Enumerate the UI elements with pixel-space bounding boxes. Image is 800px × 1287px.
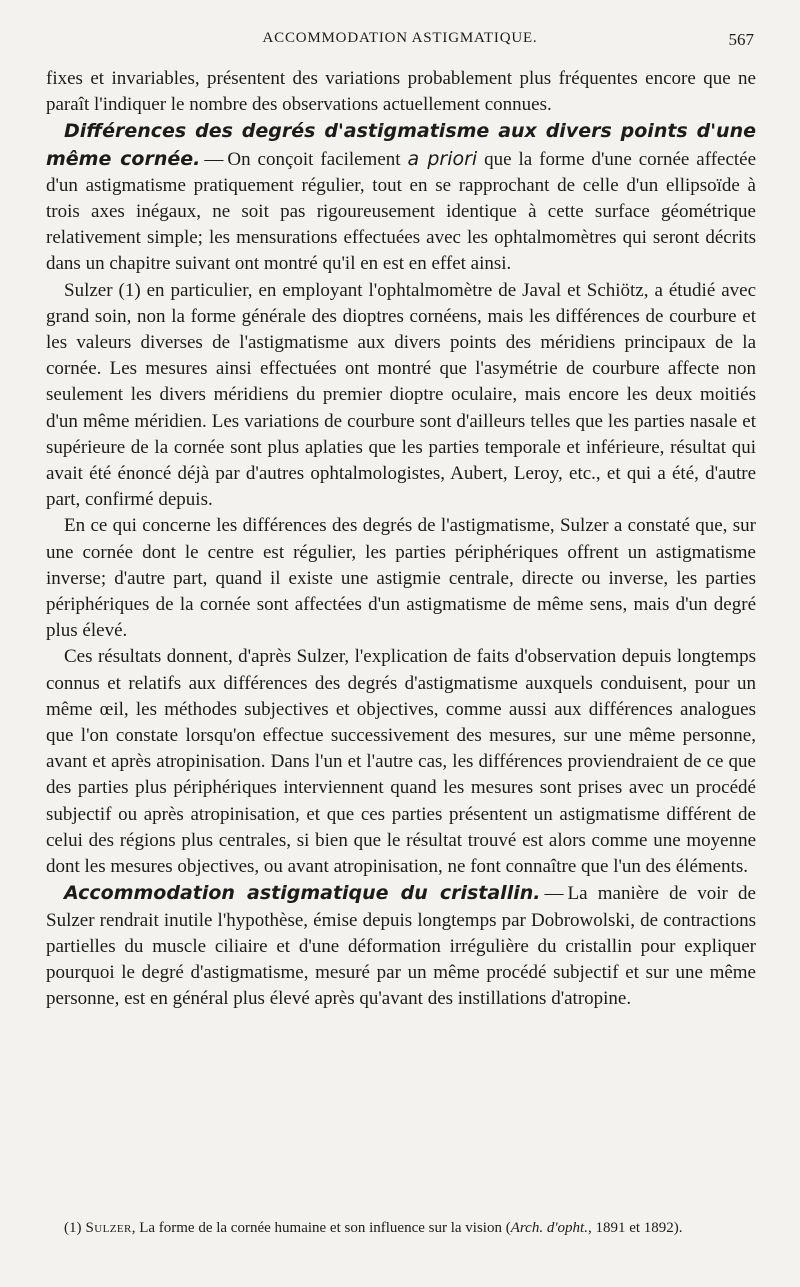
paragraph-text: On conçoit facilement — [227, 148, 401, 170]
paragraph-lens-accommodation — [46, 880, 756, 1012]
page-header — [46, 30, 754, 56]
paragraph-text: La manière de voir de Sulzer rendrait inutile l'hypothèse, émise depuis longtemps par Dobrowolski, de contractions partielles du muscle ciliaire et d'une déformation irrégulière du cristallin pour expliquer pourquoi le degré d'astigmatisme, mesuré par un même procédé subjectif et sur une même personne, est en général plus élevé après qu'avant des instillations d'atropine. — [46, 883, 756, 1010]
footnote-journal: Arch. d'opht. — [510, 1220, 588, 1236]
paragraph-corneal-differences — [46, 118, 756, 277]
page-number: 567 — [728, 30, 754, 49]
footnote — [46, 1218, 756, 1238]
paragraph-text: que la forme d'une cornée affectée d'un astigmatisme pratiquement régulier, tout en se rapprochant de celle d'un ellipsoïde à trois axes inégaux, ne soit pas rigoureusement identique à cette surface géométrique relativement simple; les mensurations effectuées avec les ophtalmomètres qui seront décrits dans un chapitre suivant ont montré qu'il en est en effet ainsi. — [46, 148, 757, 275]
paragraph-results-explanation: Ces résultats donnent, d'après Sulzer, l'explication de faits d'observation depuis longtemps connus et relatifs aux différences des degrés d'astigmatisme auxquels conduisent, pour un même œil, les méthodes subjectives et objectives, comme aussi aux différences analogues que l'on constate lorsqu'on effectue successivement des mesures, sur une même personne, avant et après atropinisation. Dans l'un et l'autre cas, les différences proviendraient de ce que des parties plus périphériques interviennent quand les mesures sont prises avec un procédé subjectif ou après atropinisation, et que ces parties présentent un astigmatisme différent de celui des régions plus centrales, si bien que le résultat trouvé est alors comme une moyenne dont les mesures objectives, ou avant atropinisation, ne font connaître que l'un des éléments. — [46, 646, 756, 878]
italic-phrase: a priori — [407, 147, 478, 170]
paragraph-sulzer-study: Sulzer (1) en particulier, en employant l'ophtalmomètre de Javal et Schiötz, a étudié avec grand soin, non la forme générale des dioptres cornéens, mais les différences de courbure et les valeurs diverses de l'astigmatisme aux divers points des méridiens principaux de la cornée. Les mesures ainsi effectuées ont montré que l'asymétrie de courbure affecte non seulement les divers méridiens du premier dioptre oculaire, mais encore les deux moitiés d'un même méridien. Les variations de courbure sont d'ailleurs telles que les parties nasale et supérieure de la cornée sont plus aplaties que les parties temporale et inférieure, résultat qui avait été énoncé déjà par d'autres ophtalmologistes, Aubert, Leroy, etc., et qui a été, d'autre part, confirmé depuis. — [46, 279, 756, 511]
footnote-author: Sulzer — [85, 1220, 132, 1236]
footnote-end: , 1891 et 1892). — [587, 1220, 683, 1236]
paragraph-astigmatism-degrees: En ce qui concerne les différences des degrés de l'astigmatisme, Sulzer a constaté que, sur une cornée dont le centre est régulier, les parties périphériques offrent un astigmatisme inverse; d'autre part, quand il existe une astigmie centrale, directe ou inverse, les parties périphériques de la cornée sont affectées d'un astigmatisme de même sens, mais d'un degré plus élevé. — [46, 515, 756, 642]
footnote-marker: (1) — [64, 1220, 82, 1236]
paragraph-continuation: fixes et invariables, présentent des variations probablement plus fréquentes encore que ne paraît l'indiquer le nombre des observations actuellement connues. — [46, 68, 756, 116]
heading-dash: — — [544, 883, 564, 905]
section-heading-lens-accommodation: Accommodation astigmatique du cristallin. — [64, 882, 541, 905]
body-text — [46, 66, 756, 1012]
running-head: ACCOMMODATION ASTIGMATIQUE. — [262, 30, 538, 46]
footnote-text: , La forme de la cornée humaine et son influence sur la vision ( — [131, 1220, 511, 1236]
heading-dash: — — [204, 148, 224, 170]
section-heading-corneal-differences: Différences des degrés d'astigmatisme aux divers points d'une même cornée. — [46, 120, 756, 170]
